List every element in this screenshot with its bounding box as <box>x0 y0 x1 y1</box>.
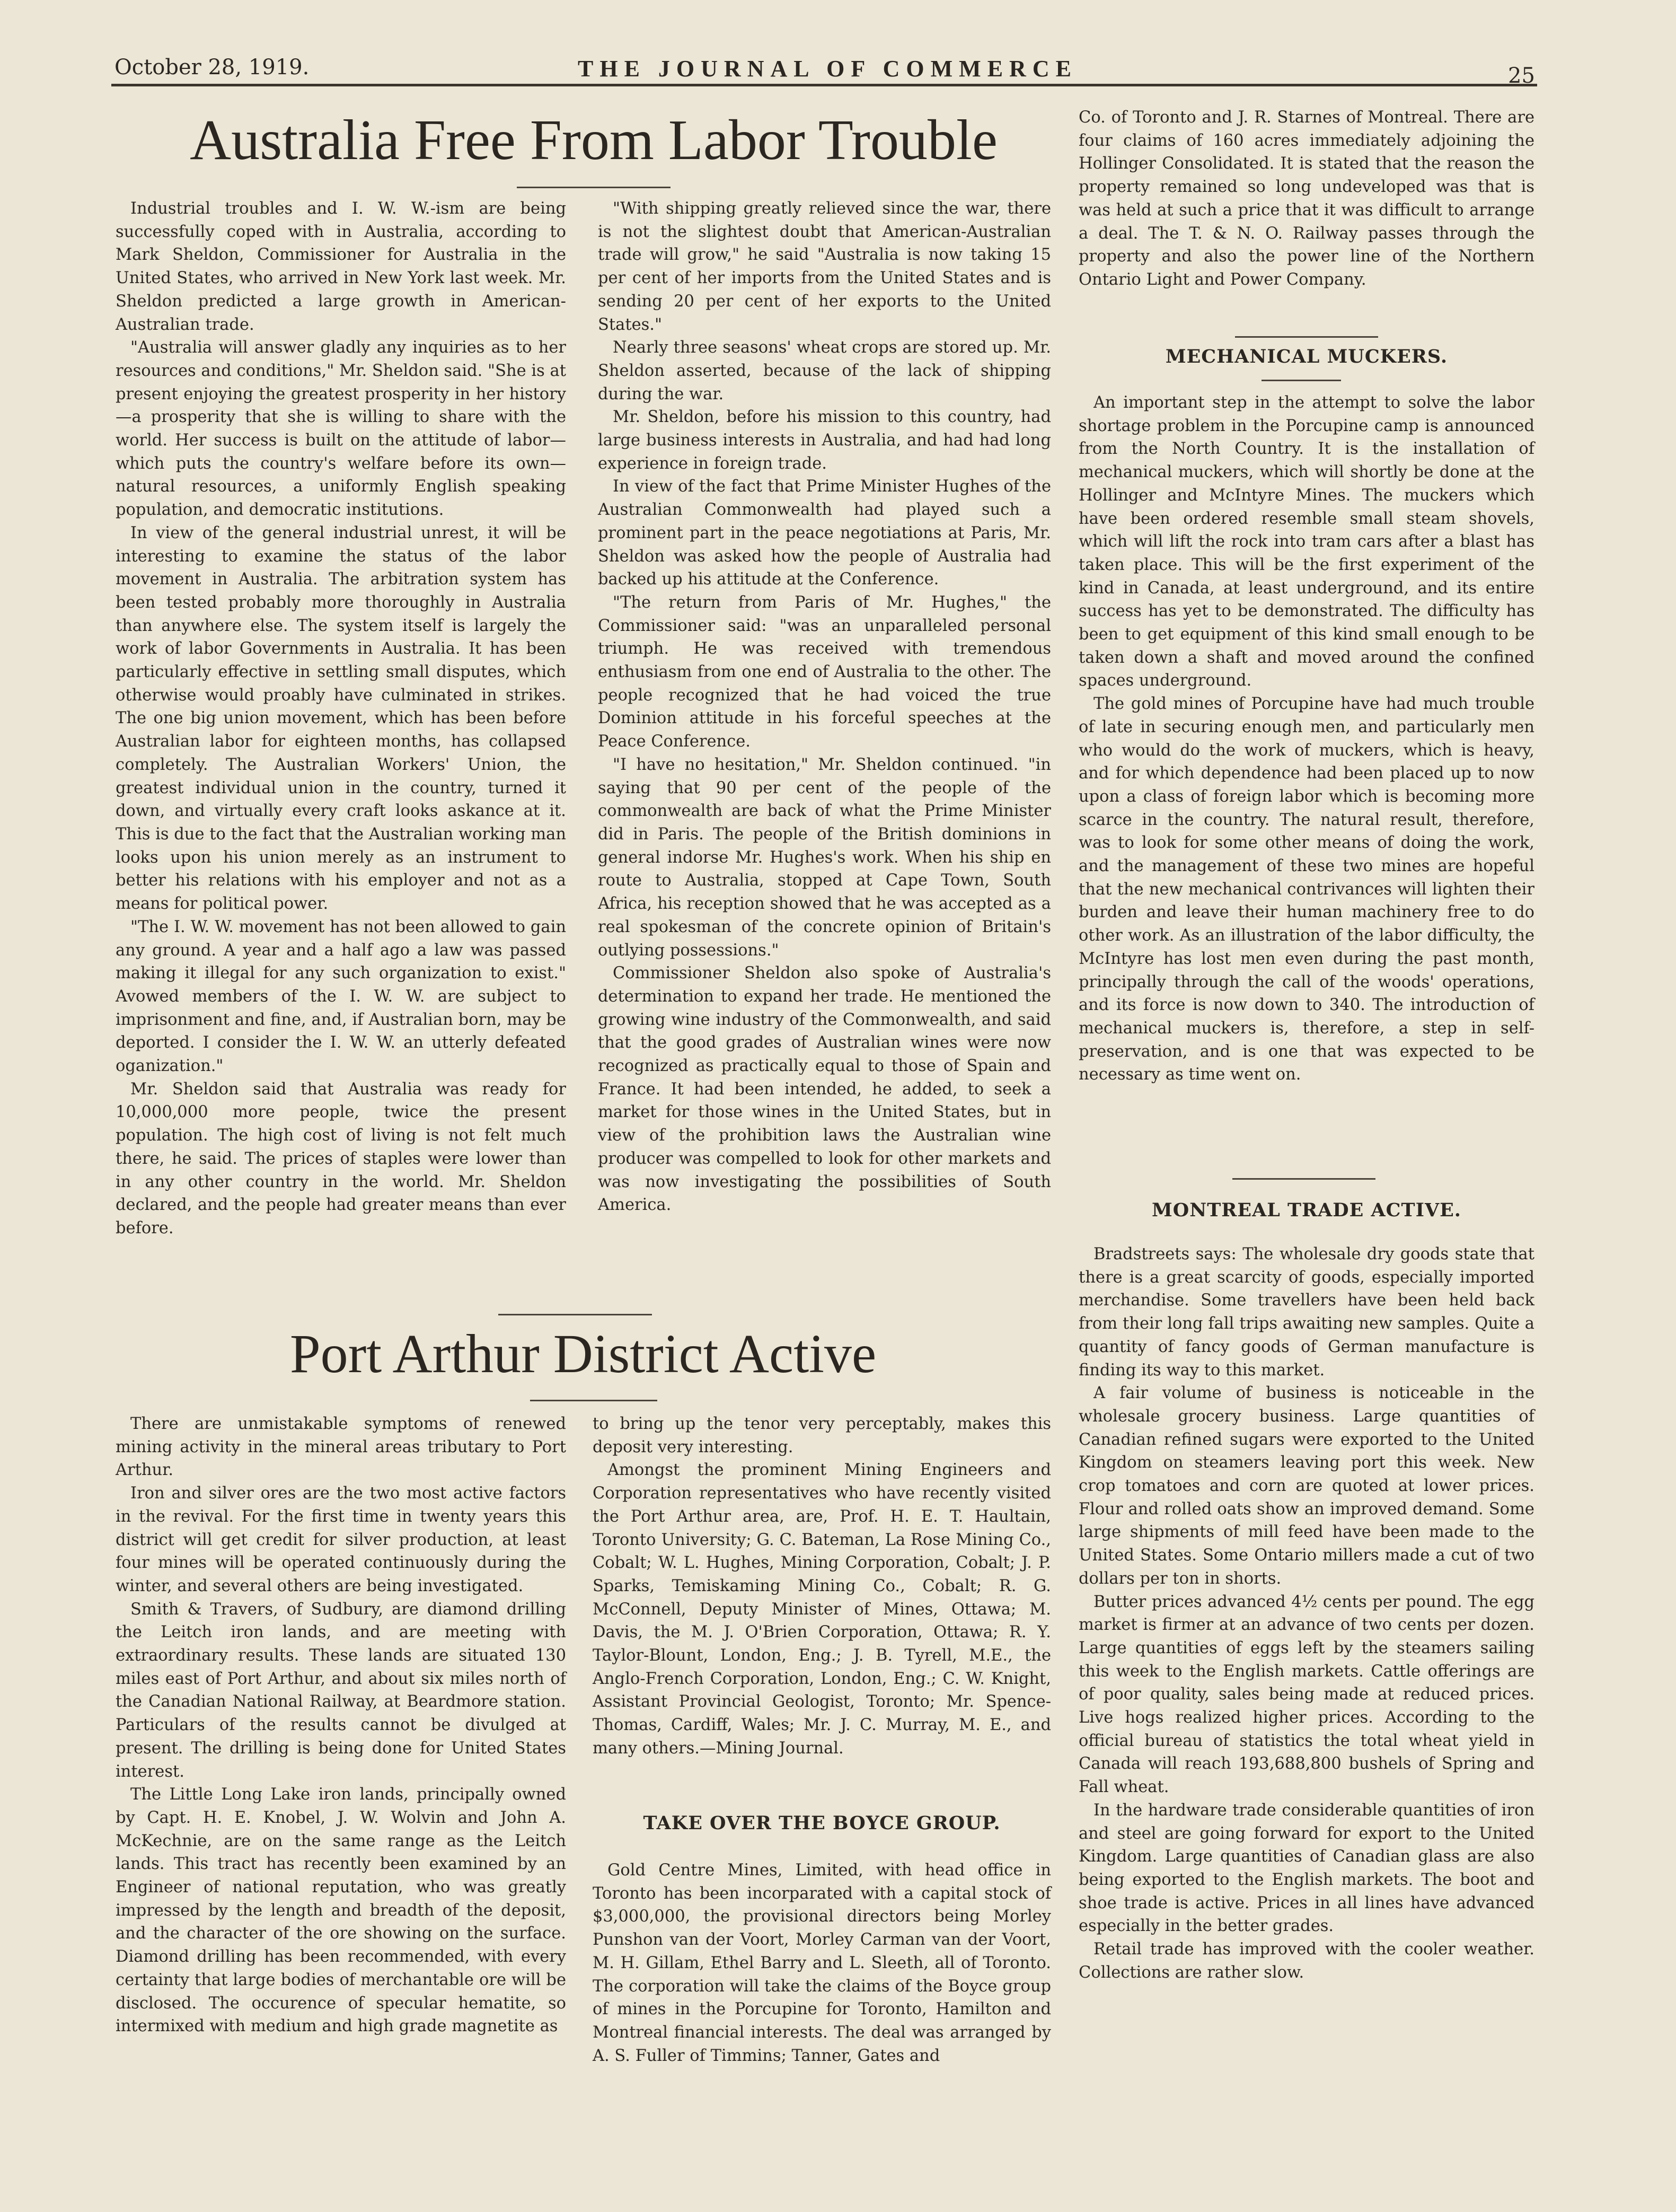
muckers-heading-rule <box>1262 380 1341 381</box>
paragraph: The gold mines of Porcupine have had much trouble of late in securing enough men, and particularly men who would do the work of muckers, which is heavy, and for which dependence had been placed up to now upon a class of foreign labor which is becoming more scarce in the country. The natural result, therefore, was to look for some other means of doing the work, and the management of these two mines are hopeful that the new mechanical contrivances will lighten their burden and leave their human machinery free to do other work. As an illustration of the labor difficulty, the McIntyre has lost men even during the past month, principally through the call of the woods' operations, and its force is now down to 340. The introduction of mechanical muckers is, therefore, a step in self-preservation, and is one that was expected to be necessary as time went on. <box>1079 695 1534 1084</box>
paragraph: Mr. Sheldon said that Australia was ready for 10,000,000 more people, twice the present population. The high cost of living is not felt much there, he said. The prices of staples were lower than in any other country in the world. Mr. Sheldon declared, and the people had greater means than ever before. <box>116 1079 566 1237</box>
paragraph: An important step in the attempt to solve the labor shortage problem in the Porcupine camp is announced from the North Country. It is the installation of mechanical muckers, which will shortly be done at the Hollinger and McIntyre Mines. The muckers which have been ordered resemble small steam shovels, which will lift the rock into tram cars after a blast has taken place. This will be the first experiment of the kind in Canada, at least underground, and its entire success has yet to be demonstrated. The difficulty has been to get equipment of this kind small enough to be taken down a shaft and moved around the confined spaces underground. <box>1079 393 1534 690</box>
paragraph: Bradstreets says: The wholesale dry goods state that there is a great scarcity of goods, especially imported merchandise. Some travellers have been held back from their long fall trips awaiting new samples. Quite a quantity of fancy goods of German manufacture is finding its way to this market. <box>1079 1245 1534 1380</box>
paragraph: Industrial troubles and I. W. W.-ism are being successfully coped with in Australia, according to Mark Sheldon, Commissioner for Australia in the United States, who arrived in New York last week. Mr. Sheldon predicted a large growth in American-Australian trade. <box>116 199 566 334</box>
boyce-heading: TAKE OVER THE BOYCE GROUP. <box>643 1812 1001 1834</box>
paragraph: Gold Centre Mines, Limited, with head office in Toronto has been incorparated with a capital stock of $3,000,000, the provisional directors being Morley Punshon van der Voort, Morley Carman van der Voort, M. H. Gillam, Ethel Barry and L. Sleeth, all of Toronto. The corporation will take the claims of the Boyce group of mines in the Porcupine for Toronto, Hamilton and Montreal financial interests. The deal was arranged by A. S. Fuller of Timmins; Tanner, Gates and <box>593 1861 1051 2065</box>
paragraph: A fair volume of business is noticeable in the wholesale grocery business. Large quantities of Canadian refined sugars were exported to the United Kingdom on steamers leaving port this week. New crop tomatoes and corn are quoted at lower prices. Flour and rolled oats show an improved demand. Some large shipments of mill feed have been made to the United States. Some Ontario millers made a cut of two dollars per ton in shorts. <box>1079 1384 1534 1588</box>
header-rule <box>111 84 1537 86</box>
port-arthur-column-1 <box>116 1412 566 2038</box>
paragraph: The Little Long Lake iron lands, principally owned by Capt. H. E. Knobel, J. W. Wolvin and John A. McKechnie, are on the same range as the Leitch lands. This tract has recently been examined by an Engineer of national reputation, who was greatly impressed by the length and breadth of the deposit, and the character of the ore showing on the surface. Diamond drilling has been recommended, with every certainty that large bodies of merchantable ore will be disclosed. The occurence of specular hematite, so intermixed with medium and high grade magnetite as <box>116 1785 566 2036</box>
australia-column-1 <box>116 197 566 1240</box>
paragraph: Butter prices advanced 4½ cents per pound. The egg market is firmer at an advance of two cents per dozen. Large quantities of eggs left by the steamers sailing this week to the English markets. Cattle offerings are of poor quality, sales being made at reduced prices. Live hogs realized higher prices. According to the official bureau of statistics the total wheat yield in Canada will reach 193,688,800 bushels of Spring and Fall wheat. <box>1079 1592 1534 1797</box>
montreal-top-rule <box>1232 1178 1375 1180</box>
paragraph: "The return from Paris of Mr. Hughes," the Commissioner said: "was an unparalleled personal triumph. He was received with tremendous enthusiasm from one end of Australia to the other. The people recognized that he had voiced the true Dominion attitude in his forceful speeches at the Peace Conference. <box>598 593 1051 751</box>
paragraph: Smith & Travers, of Sudbury, are diamond drilling the Leitch iron lands, and are meeting with extraordinary results. These lands are situated 130 miles east of Port Arthur, and about six miles north of the Canadian National Railway, at Beardmore station. Particulars of the results cannot be divulged at present. The drilling is being done for United States interest. <box>116 1600 566 1781</box>
paragraph: Amongst the prominent Mining Engineers and Corporation representatives who have recently visited the Port Arthur area, are, Prof. H. E. T. Haultain, Toronto University; G. C. Bateman, La Rose Mining Co., Cobalt; W. L. Hughes, Mining Corporation, Cobalt; J. P. Sparks, Temiskaming Mining Co., Cobalt; R. G. McConnell, Deputy Minister of Mines, Ottawa; M. Davis, the M. J. O'Brien Corporation, Ottawa; R. Y. Taylor-Blount, London, Eng.; J. B. Tyrell, M.E., the Anglo-French Corporation, London, Eng.; C. W. Knight, Assistant Provincial Geologist, Toronto; Mr. Spence-Thomas, Cardiff, Wales; Mr. J. C. Murray, M. E., and many others.—Mining Journal. <box>593 1461 1051 1758</box>
port-arthur-headline: Port Arthur District Active <box>289 1323 877 1384</box>
australia-column-2 <box>598 197 1051 1217</box>
paragraph: "Australia will answer gladly any inquiries as to her resources and conditions," Mr. Sheldon said. "She is at present enjoying the greatest prosperity in her history—a prosperity that she is willing to share with the world. Her success is built on the attitude of labor—which puts the country's welfare before its own—natural resources, a uniformly English speaking population, and democratic institutions. <box>116 338 566 520</box>
port-arthur-headline-rule <box>530 1400 657 1401</box>
paragraph: "The I. W. W. movement has not been allowed to gain any ground. A year and a half ago a law was passed making it illegal for any such organization to exist." Avowed members of the I. W. W. are subject to imprisonment and fine, and, if Australian born, may be deported. I consider the I. W. W. an utterly defeated oganization." <box>116 917 566 1076</box>
publication-title: THE JOURNAL OF COMMERCE <box>578 56 1078 82</box>
boyce-column <box>593 1859 1051 2067</box>
paragraph: In view of the general industrial unrest, it will be interesting to examine the status of the labor movement in Australia. The arbitration system has been tested probably more thoroughly in Australia than anywhere else. The system itself is largely the work of labor Governments in Australia. It has been particularly effective in settling small disputes, which otherwise would proably have culminated in strikes. The one big union movement, which has been before Australian labor for eighteen months, has collapsed completely. The Australian Workers' Union, the greatest individual union in the country, turned it down, and virtually every craft looks askance at it. This is due to the fact that the Australian working man looks upon his union merely as an instrument to better his relations with his employer and not as a means for political power. <box>116 523 566 914</box>
muckers-heading: MECHANICAL MUCKERS. <box>1165 346 1448 367</box>
paragraph: "With shipping greatly relieved since the war, there is not the slightest doubt that American-Australian trade will grow," he said "Australia is now taking 15 per cent of her imports from the United States and is sending 20 per cent of her exports to the United States." <box>598 199 1051 334</box>
page-number: 25 <box>1508 64 1535 88</box>
paragraph: "I have no hesitation," Mr. Sheldon continued. "in saying that 90 per cent of the people of the commonwealth are back of what the Prime Minister did in Paris. The people of the British dominions in general indorse Mr. Hughes's work. When his ship en route to Australia, stopped at Cape Town, South Africa, his reception showed that he was accepted as a real spokesman of the concrete opinion of Britain's outlying possessions." <box>598 755 1051 960</box>
australia-headline-rule <box>517 187 671 188</box>
montreal-column <box>1079 1243 1534 1985</box>
muckers-top-rule <box>1235 336 1378 338</box>
right-column <box>1079 106 1534 292</box>
port-arthur-top-rule <box>498 1314 652 1315</box>
port-arthur-column-2 <box>593 1412 1051 1760</box>
paragraph: Co. of Toronto and J. R. Starnes of Montreal. There are four claims of 160 acres immediately adjoining the Hollinger Consolidated. It is stated that the reason the property remained so long undeveloped was that is was held at such a price that it was difficult to arrange a deal. The T. & N. O. Railway passes through the property and also the power line of the Northern Ontario Light and Power Company. <box>1079 108 1534 289</box>
paragraph: to bring up the tenor very perceptably, makes this deposit very interesting. <box>593 1415 1051 1456</box>
australia-headline: Australia Free From Labor Trouble <box>190 109 998 172</box>
montreal-heading: MONTREAL TRADE ACTIVE. <box>1152 1199 1461 1221</box>
paragraph: Mr. Sheldon, before his mission to this country, had large business interests in Australia, and had had long experience in foreign trade. <box>598 408 1051 473</box>
paragraph: There are unmistakable symptoms of renewed mining activity in the mineral areas tributary to Port Arthur. <box>116 1415 566 1480</box>
paragraph: Commissioner Sheldon also spoke of Australia's determination to expand her trade. He mentioned the growing wine industry of the Commonwealth, and said that the good grades of Australian wines were now recognized as practically equal to those of Spain and France. It had been intended, he added, to seek a market for those wines in the United States, but in view of the prohibition laws the Australian wine producer was compelled to look for other markets and was now investigating the possibilities of South America. <box>598 964 1051 1215</box>
paragraph: Retail trade has improved with the cooler weather. Collections are rather slow. <box>1079 1940 1534 1982</box>
paragraph: Nearly three seasons' wheat crops are stored up. Mr. Sheldon asserted, because of the lack of shipping during the war. <box>598 338 1051 403</box>
muckers-column <box>1079 391 1534 1086</box>
paragraph: Iron and silver ores are the two most active factors in the revival. For the first time in twenty years this district will get credit for silver production, at least four mines will be operated continuously during the winter, and several others are being investigated. <box>116 1484 566 1595</box>
issue-date: October 28, 1919. <box>114 55 310 80</box>
paragraph: In view of the fact that Prime Minister Hughes of the Australian Commonwealth had played such a prominent part in the peace negotiations at Paris, Mr. Sheldon was asked how the people of Australia had backed up his attitude at the Conference. <box>598 477 1051 589</box>
paragraph: In the hardware trade considerable quantities of iron and steel are going forward for export to the United Kingdom. Large quantities of Canadian glass are also being exported to the English markets. The boot and shoe trade is active. Prices in all lines have advanced especially in the better grades. <box>1079 1801 1534 1936</box>
